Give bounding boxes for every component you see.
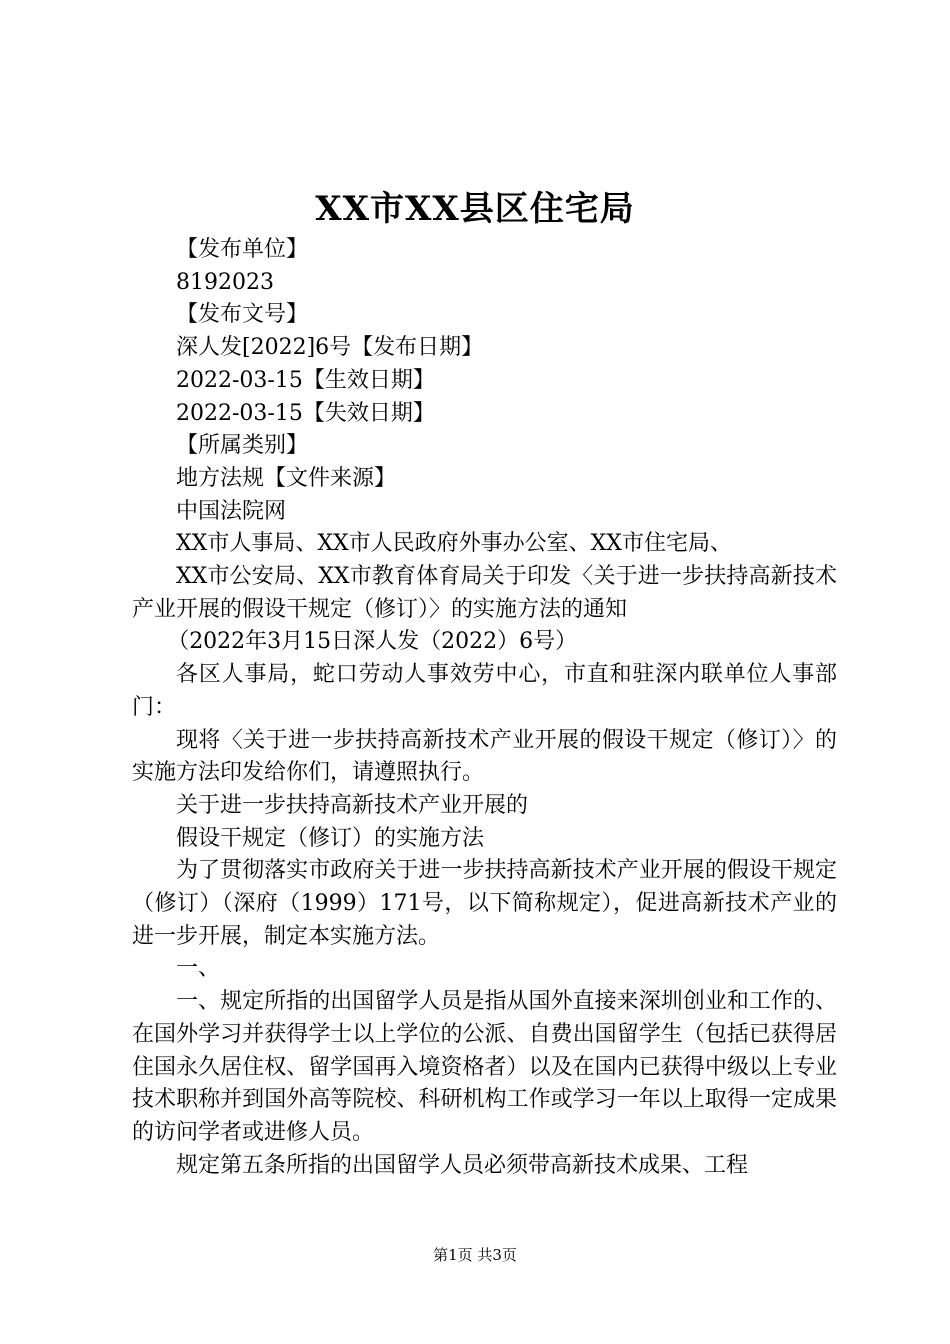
paragraph-effective-date: 2022-03-15【失效日期】	[176, 400, 435, 426]
paragraph-preamble: 为了贯彻落实市政府关于进一步扶持高新技术产业开展的假设干规定（修订）（深府（1999）171号，以下简称规定），促进高新技术产业的进一步开展，制定本实施方法。	[132, 858, 837, 949]
paragraph-notice-date: （2022年3月15日深人发（2022）6号）	[167, 629, 578, 655]
paragraph-publisher-label: 【发布单位】	[176, 237, 309, 262]
document-body	[132, 234, 837, 1182]
paragraph-publisher-value: 8192023	[176, 269, 274, 295]
paragraph-source-value: 中国法院网	[176, 498, 287, 524]
page-footer: 第1页 共3页	[433, 1246, 517, 1264]
paragraph-doc-number-label: 【发布文号】	[176, 302, 309, 328]
paragraph-doc-number-value: 深人发[2022]6号【发布日期】	[176, 335, 484, 361]
paragraph-notice-body: 现将〈关于进一步扶持高新技术产业开展的假设干规定（修订）〉的实施方法印发给你们，请遵照执行。	[132, 727, 837, 786]
paragraph-notice-title: XX市公安局、XX市教育体育局关于印发〈关于进一步扶持高新技术产业开展的假设干规定（修订）〉的实施方法的通知	[132, 564, 837, 622]
paragraph-recipients: 各区人事局，蛇口劳动人事效劳中心，市直和驻深内联单位人事部门：	[132, 662, 837, 720]
paragraph-section-one-heading: 一、	[176, 956, 221, 982]
paragraph-section-one: 一、规定所指的出国留学人员是指从国外直接来深圳创业和工作的、在国外学习并获得学士以上学位的公派、自费出国留学生（包括已获得居住国永久居住权、留学国再入境资格者）以及在国内已获得中级以上专业技术职称并到国外高等院校、科研机构工作或学习一年以上取得一定成果的访问学者或进修人员。	[132, 989, 837, 1145]
document-title: XX市XX县区住宅局	[315, 189, 635, 229]
paragraph-subtitle-line2: 假设干规定（修订）的实施方法	[176, 825, 485, 851]
paragraph-subtitle-line1: 关于进一步扶持高新技术产业开展的	[176, 792, 529, 818]
paragraph-publish-date: 2022-03-15【生效日期】	[176, 367, 435, 393]
paragraph-article-five: 规定第五条所指的出国留学人员必须带高新技术成果、工程	[176, 1152, 749, 1178]
paragraph-category-label: 【所属类别】	[176, 433, 309, 459]
paragraph-issuers: XX市人事局、XX市人民政府外事办公室、XX市住宅局、	[176, 531, 732, 557]
paragraph-category-value: 地方法规【文件来源】	[176, 465, 397, 491]
